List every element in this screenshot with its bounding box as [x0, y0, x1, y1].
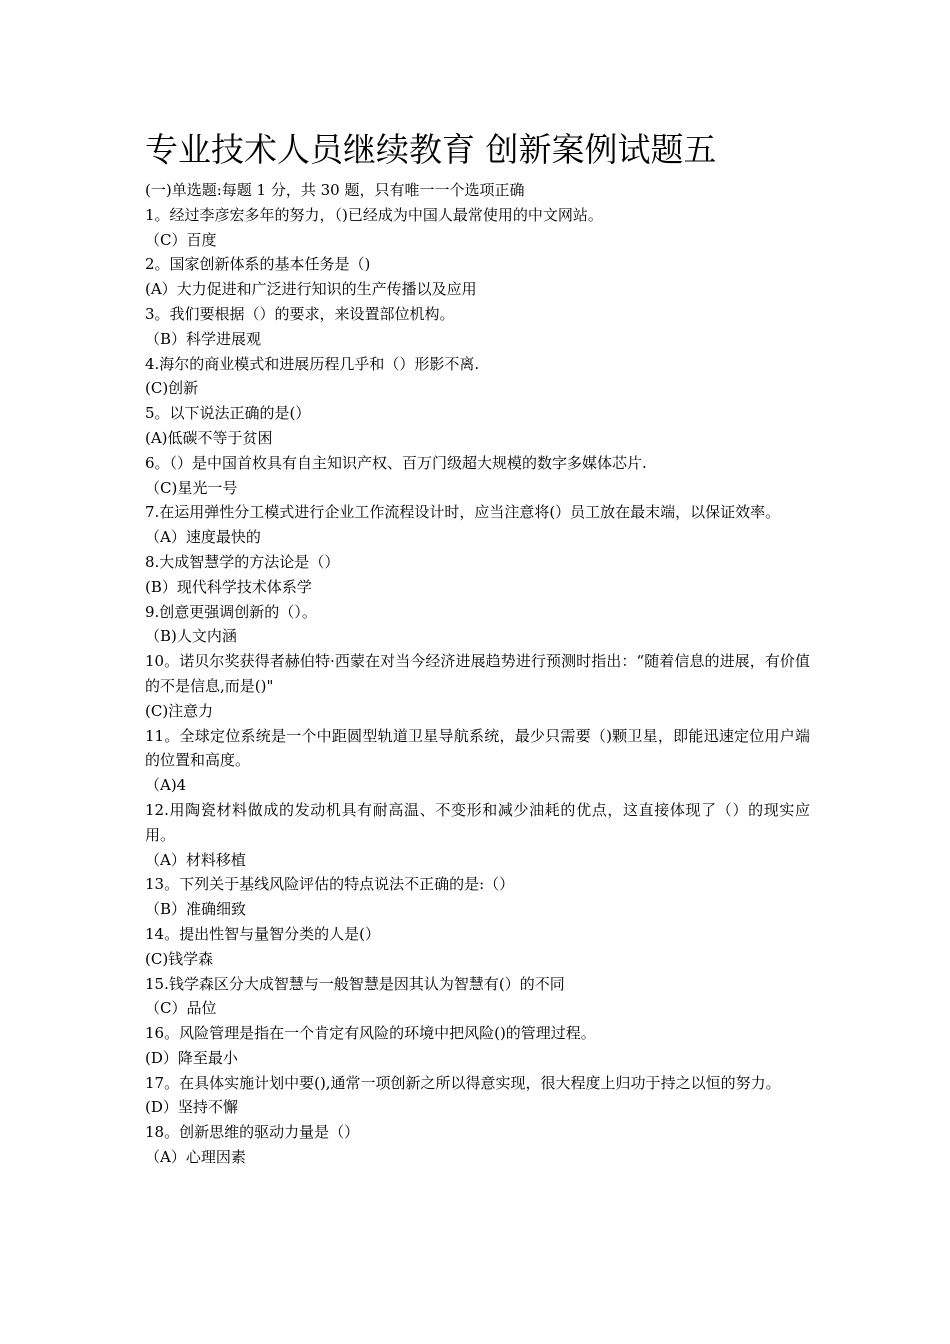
answer-text: (C)钱学森 — [145, 949, 214, 968]
answer-text: (C)创新 — [145, 379, 199, 398]
answer-text: （C）品位 — [145, 999, 217, 1018]
question-list — [145, 203, 810, 1170]
question-text: 2。国家创新体系的基本任务是（) — [145, 255, 371, 274]
question-text: 12.用陶瓷材料做成的发动机具有耐高温、不变形和减少油耗的优点，这直接体现了（）的现实应用。 — [145, 800, 810, 844]
question-text: 8.大成智慧学的方法论是（） — [145, 552, 340, 571]
answer-text: （C)星光一号 — [145, 478, 238, 497]
question-text: 5。以下说法正确的是(） — [145, 404, 311, 423]
answer-text: （A)4 — [145, 776, 187, 795]
question-text: 1。经过李彦宏多年的努力，（)已经成为中国人最常使用的中文网站。 — [145, 205, 603, 224]
question-text: 14。提出性智与量智分类的人是(） — [145, 924, 380, 943]
question-text: 10。诺贝尔奖获得者赫伯特·西蒙在对当今经济进展趋势进行预测时指出：“随着信息的进展，有价值的不是信息,而是()" — [145, 652, 810, 695]
answer-text: （B）准确细致 — [145, 900, 247, 919]
question-text: 3。我们要根据（）的要求，来设置部位机构。 — [145, 304, 455, 323]
answer-text: （A）心理因素 — [145, 1148, 246, 1167]
answer-text: (C)注意力 — [145, 701, 214, 720]
answer-text: （A）速度最快的 — [145, 528, 261, 547]
answer-text: (A)低碳不等于贫困 — [145, 428, 273, 447]
question-text: 9.创意更强调创新的（）。 — [145, 602, 317, 621]
answer-text: (A）大力促进和广泛进行知识的生产传播以及应用 — [145, 280, 477, 299]
answer-text: (B）现代科学技术体系学 — [145, 577, 312, 596]
question-text: 16。风险管理是指在一个肯定有风险的环境中把风险()的管理过程。 — [145, 1024, 596, 1043]
question-text: 15.钱学森区分大成智慧与一般智慧是因其认为智慧有(）的不同 — [145, 974, 565, 993]
question-text: 7.在运用弹性分工模式进行企业工作流程设计时，应当注意将(）员工放在最末端，以保证效率。 — [145, 503, 781, 522]
section-header: (一)单选题:每题 1 分，共 30 题，只有唯一一个选项正确 — [145, 181, 525, 199]
question-text: 4.海尔的商业模式和进展历程几乎和（）形影不离. — [145, 354, 480, 373]
document-title: 专业技术人员继续教育 创新案例试题五 — [145, 130, 717, 169]
question-text: 6。（）是中国首枚具有自主知识产权、百万门级超大规模的数字多媒体芯片. — [145, 453, 647, 472]
question-text: 11。全球定位系统是一个中距圆型轨道卫星导航系统，最少只需要（)颗卫星，即能迅速定位用户端的位置和高度。 — [145, 726, 810, 770]
answer-text: (D）坚持不懈 — [145, 1098, 238, 1117]
document-page — [145, 128, 810, 1170]
answer-text: （B)人文内涵 — [145, 627, 237, 646]
question-text: 13。下列关于基线风险评估的特点说法不正确的是:（） — [145, 875, 515, 894]
question-text: 17。在具体实施计划中要(),通常一项创新之所以得意实现，很大程度上归功于持之以恒的努力。 — [145, 1073, 781, 1092]
answer-text: (D）降至最小 — [145, 1048, 238, 1067]
answer-text: （C）百度 — [145, 230, 217, 249]
answer-text: （A）材料移植 — [145, 850, 246, 869]
question-text: 18。创新思维的驱动力量是（） — [145, 1123, 360, 1142]
answer-text: （B）科学进展观 — [145, 329, 262, 348]
